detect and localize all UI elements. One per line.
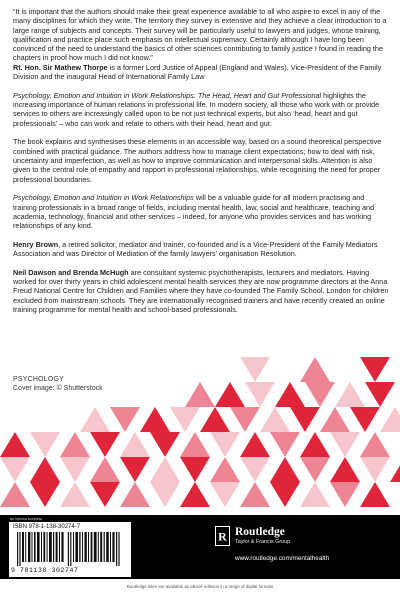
- routledge-logo-icon: [215, 526, 230, 546]
- author-bio-2: [13, 268, 389, 314]
- subject-category: PSYCHOLOGY: [13, 376, 65, 383]
- triangle: [120, 457, 150, 482]
- triangle: [30, 432, 60, 457]
- triangle: [330, 457, 360, 482]
- triangle-row-4: [0, 457, 400, 482]
- triangle: [270, 482, 300, 507]
- triangle: [60, 457, 90, 482]
- triangle: [200, 407, 230, 432]
- triangle: [360, 357, 390, 382]
- triangle: [150, 482, 180, 507]
- triangle: [300, 357, 330, 382]
- book-title-italic-2: Psychology, Emotion and Intuition in Work Relationships: [13, 193, 194, 203]
- isbn-digits: 9 781138 302747: [11, 567, 79, 574]
- triangle: [150, 457, 180, 482]
- triangle: [170, 407, 200, 432]
- author-bio-1: [13, 240, 389, 259]
- triangle: [180, 482, 210, 507]
- triangle: [90, 432, 120, 457]
- triangle: [360, 482, 390, 507]
- triangle: [120, 432, 150, 457]
- triangle: [240, 482, 270, 507]
- isbn-barcode: [9, 522, 131, 577]
- intro-text: highlights the increasing importance of human relations in professional life. In modern society, all those who work with or provide services to others are increasingly called upon to be not just technical experts, but also ‘head, heart and gut professionals’ – who can work and relate to others with their head, heart and gut.: [13, 90, 380, 128]
- triangle: [210, 482, 240, 507]
- triangle: [120, 482, 150, 507]
- isbn-label: ISBN 978-1-138-30274-7: [13, 524, 81, 530]
- cover-image-credit: Cover image: © Shutterstock: [13, 385, 103, 392]
- publisher-group: Taylor & Francis Group: [235, 539, 291, 545]
- triangle: [60, 432, 90, 457]
- triangle: [210, 457, 240, 482]
- barcode-icon: [17, 532, 123, 566]
- triangle: [60, 482, 90, 507]
- triangle: [230, 407, 260, 432]
- triangle: [335, 382, 365, 407]
- paragraph-audience: [13, 193, 389, 230]
- triangle: [0, 432, 30, 457]
- triangle: [300, 457, 330, 482]
- triangle: [305, 382, 335, 407]
- triangle: [380, 407, 400, 432]
- triangle: [185, 382, 215, 407]
- book-title-italic: Psychology, Emotion and Intuition in Work Relationships: The Head, Heart and Gut Professional: [13, 90, 322, 100]
- endorsement-quote: [13, 7, 389, 81]
- informa-tagline: an informa business: [10, 517, 43, 521]
- triangle: [260, 407, 290, 432]
- quote-text: “It is important that the authors should make their great experience available to all who aspire to excel in any of the many disciplines for which they write. The territory they survey is extensive and they achieve a clear introduction to a large range of subjects and concepts. Their survey will be particularly useful to lawyers and judges, whose training, qualification and practice place such emphasis on intellectual supremacy. Certainly although I have long been convinced of the need to understand the basics of other sciences contributing to family justice I found in reading the chapters in proof how much I did not know.”: [13, 7, 387, 63]
- back-cover-text: [13, 7, 389, 314]
- triangle: [270, 432, 300, 457]
- triangle: [320, 407, 350, 432]
- ebook-note: Routledge titles are available as eBook editions in a range of digital formats: [126, 584, 274, 589]
- triangle: [245, 382, 275, 407]
- triangle: [90, 482, 120, 507]
- triangle: [30, 482, 60, 507]
- subject-info: [13, 375, 103, 393]
- paragraph-intro: [13, 91, 389, 128]
- triangle: [215, 382, 245, 407]
- triangle: [300, 482, 330, 507]
- triangle: [270, 457, 300, 482]
- triangle: [365, 382, 395, 407]
- triangle: [150, 432, 180, 457]
- paragraph-synthesis: The book explains and synthesises these elements in an accessible way, based on a sound theoretical perspective combined with practical guidance. The authors address how to manage client expectations; how to deal with risk, uncertainty and imperfection, as well as how to improve communication and interpersonal skills. Attention is also given to the central role of empathy and rapport in professional relationships, while recognising the need for proper professional boundaries.: [13, 137, 382, 184]
- publisher-url[interactable]: www.routledge.com/mentalhealth: [235, 555, 330, 562]
- triangle-row-5: [0, 482, 390, 507]
- triangle: [330, 482, 360, 507]
- triangle: [360, 432, 390, 457]
- triangle: [110, 407, 140, 432]
- quote-author: Rt. Hon. Sir Mathew Thorpe: [13, 62, 108, 72]
- triangle: [180, 432, 210, 457]
- publisher-name: Routledge: [235, 526, 285, 538]
- triangle: [360, 457, 390, 482]
- triangle-row-3: [0, 432, 390, 457]
- triangle: [140, 407, 170, 432]
- triangle-row-1: [185, 357, 395, 407]
- triangle: [80, 407, 110, 432]
- quote-author-desc: is a former Lord Justice of Appeal (England and Wales), Vice-President of the Family Division and the inaugural Head of International Family Law: [13, 62, 382, 82]
- author-2-desc: are consultant systemic psychotherapists, lecturers and mediators. Having worked for over thirty years in child adolescent mental health services they are now programme directors at the Anna Freud National Centre for Children and Families where they have co-founded The Family School, London for children excluded from mainstream schools. They are internationally recognised trainers and have recently created an online training programme for mental health and school-based professionals.: [13, 267, 389, 314]
- author-1-name: Henry Brown: [13, 239, 59, 249]
- triangle: [180, 457, 210, 482]
- triangle: [350, 407, 380, 432]
- triangle: [30, 457, 60, 482]
- triangle-row-2: [80, 407, 400, 432]
- triangle: [240, 357, 270, 382]
- audience-text: will be a valuable guide for all modern practising and training professionals in a broad range of fields, including mental health, law, social and healthcare, teaching and academia, technology, financial and other services – indeed, for anyone who provides services and has working relationships of any kind.: [13, 193, 375, 231]
- svg-text:R: R: [218, 529, 227, 544]
- author-1-desc: , a retired solicitor, mediator and trainer, co-founded and is a Vice-President of the Family Mediators Association and was Director of Mediation of the family lawyers’ organisation Resolution.: [13, 239, 378, 259]
- triangle: [300, 432, 330, 457]
- triangle: [90, 457, 120, 482]
- triangle: [0, 482, 30, 507]
- triangle: [0, 457, 30, 482]
- triangle: [390, 457, 400, 482]
- triangle: [290, 407, 320, 432]
- triangle: [240, 457, 270, 482]
- triangle: [240, 432, 270, 457]
- author-2-name: Neil Dawson and Brenda McHugh: [13, 267, 129, 277]
- triangle: [210, 432, 240, 457]
- triangle: [330, 432, 360, 457]
- triangle: [275, 382, 305, 407]
